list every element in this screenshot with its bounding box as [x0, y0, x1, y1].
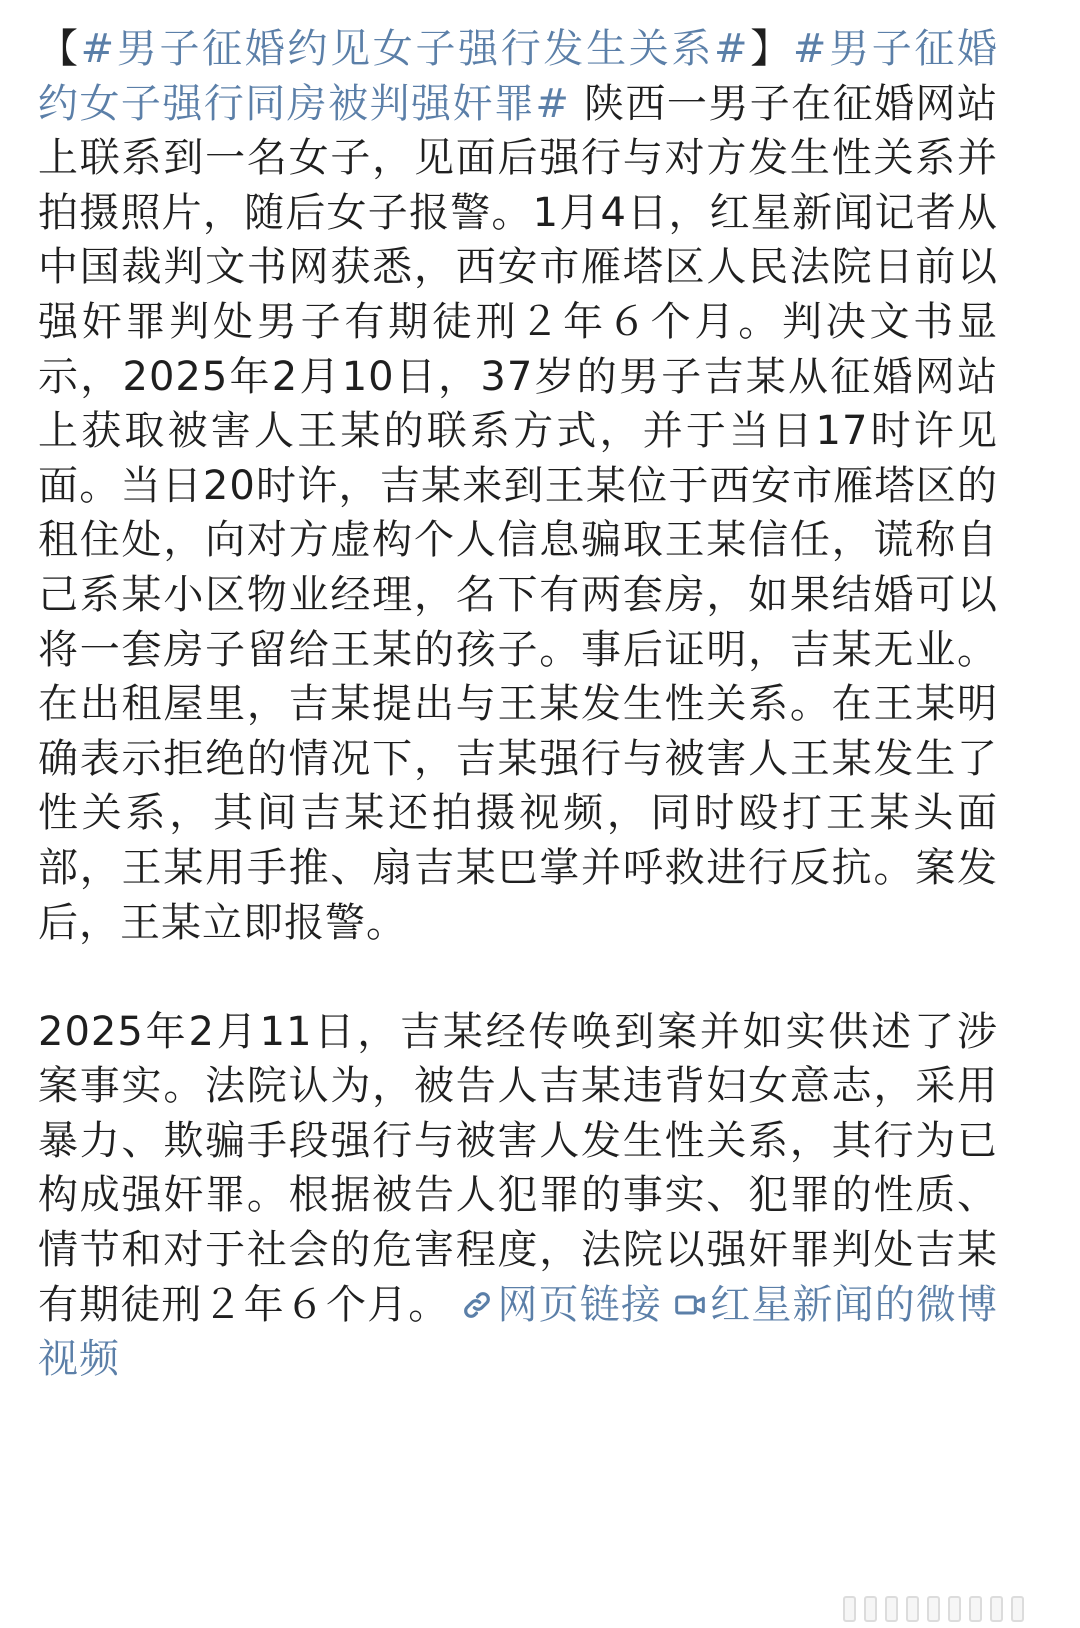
post-body-text-1: 陕西一男子在征婚网站上联系到一名女子，见面后强行与对方发生性关系并拍摄照片，随后女子报警。1月4日，红星新闻记者从中国裁判文书网获悉，西安市雁塔区人民法院日前以强奸罪判处男子有期徒刑２年６个月。判决文书显示，2025年2月10日，37岁的男子吉某从征婚网站上获取被害人王某的联系方式，并于当日17时许见面。当日20时许，吉某来到王某位于西安市雁塔区的租住处，向对方虚构个人信息骗取王某信任，谎称自己系某小区物业经理，名下有两套房，如果结婚可以将一套房子留给王某的孩子。事后证明，吉某无业。在出租屋里，吉某提出与王某发生性关系。在王某明确表示拒绝的情况下，吉某强行与被害人王某发生了性关系，其间吉某还拍摄视频，同时殴打王某头面部，王某用手推、扇吉某巴掌并呼救进行反抗。案发后，王某立即报警。 — [38, 80, 998, 946]
watermark-bar — [906, 1596, 919, 1622]
weibo-post-body — [38, 22, 998, 1387]
post-paragraph-1 — [38, 22, 998, 950]
watermark-bar — [927, 1596, 940, 1622]
web-link[interactable]: 网页链接 — [497, 1281, 663, 1328]
topic-tag-2[interactable]: #男子征婚约女子强行同房被判强奸罪# — [38, 26, 999, 127]
link-icon[interactable] — [461, 1278, 493, 1333]
topic-tag-1[interactable]: #男子征婚约见女子强行发生关系# — [80, 26, 749, 72]
watermark-bar — [843, 1596, 856, 1622]
bracket-open: 【 — [38, 26, 81, 72]
post-body-text-2: 2025年2月11日，吉某经传唤到案并如实供述了涉案事实。法院认为，被告人吉某违背妇女意志，采用暴力、欺骗手段强行与被害人发生性关系，其行为已构成强奸罪。根据被告人犯罪的事实、犯罪的性质、情节和对于社会的危害程度，法院以强奸罪判处吉某有期徒刑２年６个月。 — [38, 1008, 998, 1328]
watermark-bar — [1011, 1596, 1024, 1622]
bracket-close: 】 — [748, 26, 793, 72]
watermark-bar — [885, 1596, 898, 1622]
watermark-bar — [990, 1596, 1003, 1622]
watermark-bars — [843, 1596, 1024, 1622]
video-icon[interactable] — [674, 1278, 706, 1333]
post-paragraph-2 — [38, 1005, 998, 1387]
video-link[interactable]: 红星新闻的微博视频 — [38, 1281, 999, 1383]
watermark-bar — [864, 1596, 877, 1622]
watermark-bar — [969, 1596, 982, 1622]
watermark-bar — [948, 1596, 961, 1622]
